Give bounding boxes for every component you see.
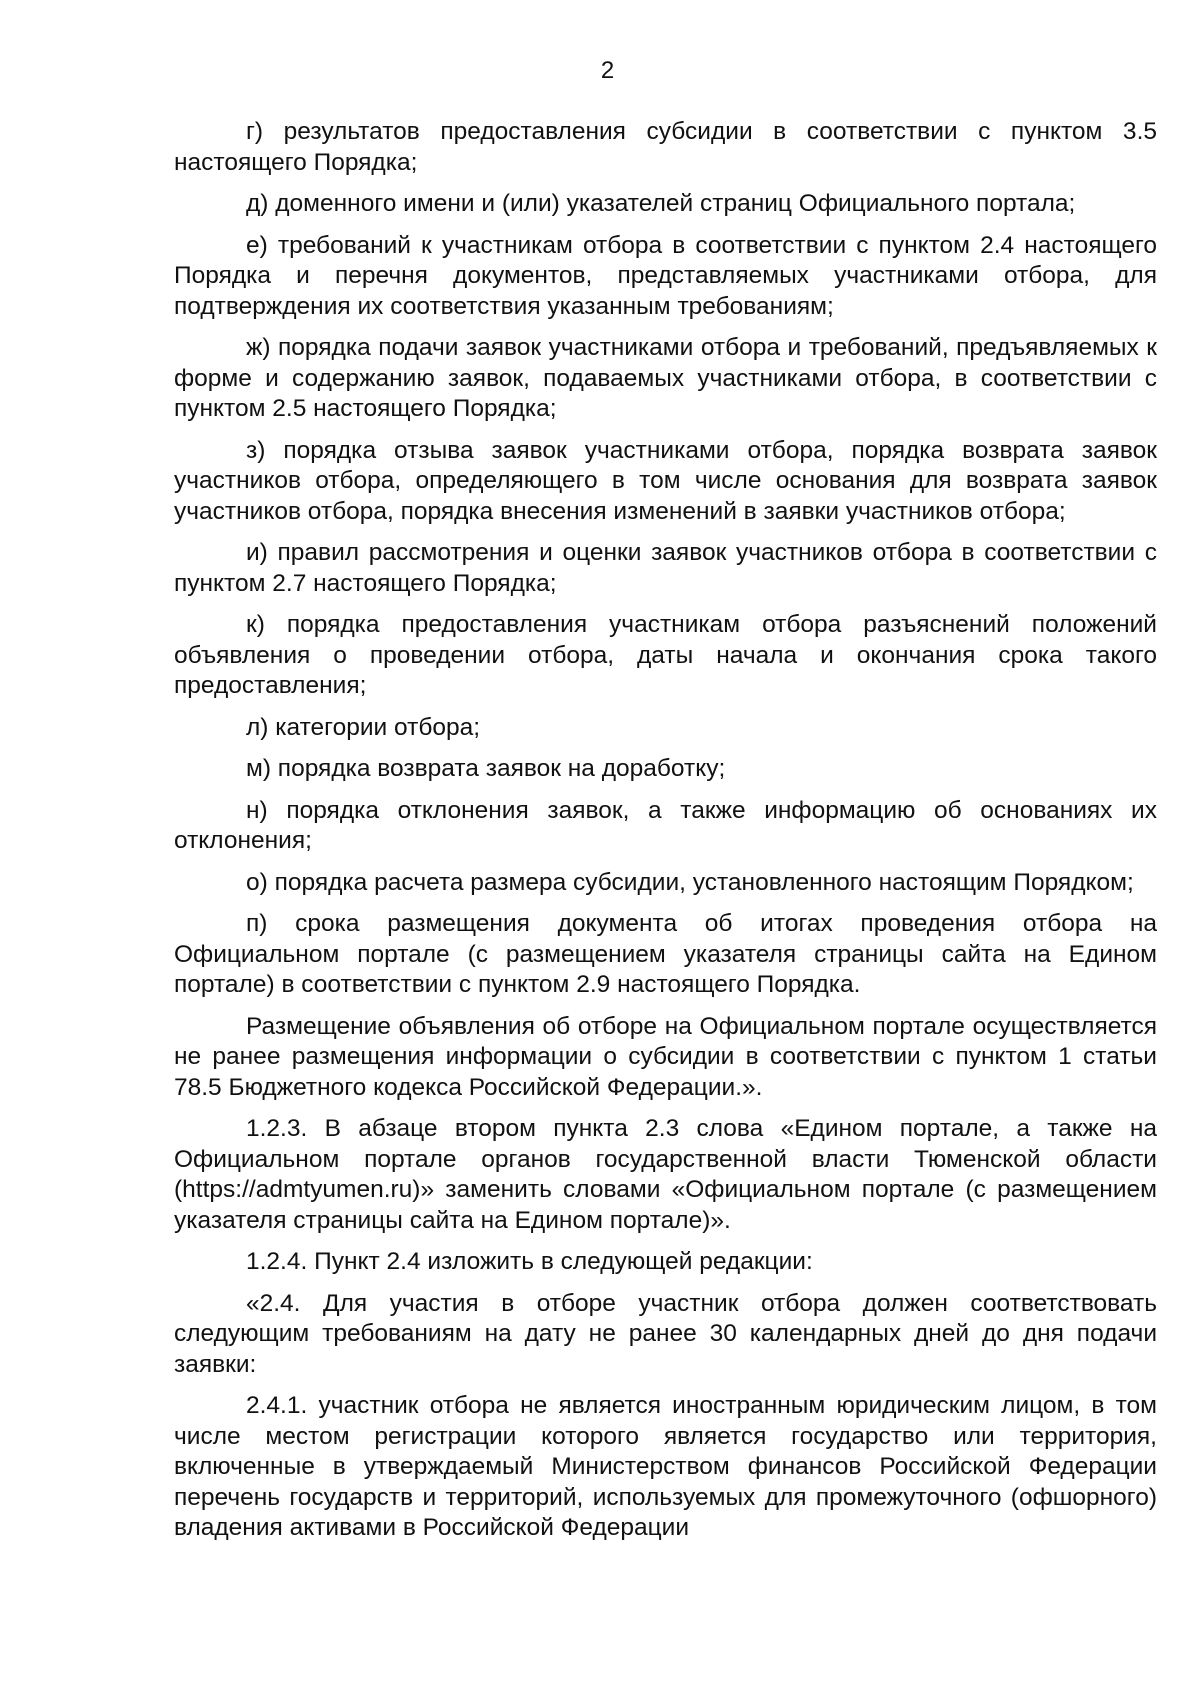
paragraph-n: н) порядка отклонения заявок, а также информацию об основаниях их отклонения; bbox=[174, 796, 1157, 854]
paragraph-2-4: «2.4. Для участия в отборе участник отбора должен соответствовать следующим требованиям на дату не ранее 30 календарных дней до дня подачи заявки: bbox=[174, 1289, 1157, 1378]
paragraph-zh: ж) порядка подачи заявок участниками отбора и требований, предъявляемых к форме и содержанию заявок, подаваемых участниками отбора, в соответствии с пунктом 2.5 настоящего Порядка; bbox=[174, 334, 1157, 422]
paragraph-g: г) результатов предоставления субсидии в соответствии с пунктом 3.5 настоящего Порядка; bbox=[174, 118, 1157, 176]
paragraph-placement: Размещение объявления об отборе на Официальном портале осуществляется не ранее размещения информации о субсидии в соответствии с пунктом 1 статьи 78.5 Бюджетного кодекса Российской Федерации.». bbox=[174, 1012, 1157, 1101]
paragraph-m: м) порядка возврата заявок на доработку; bbox=[246, 755, 726, 782]
paragraph-1-2-3: 1.2.3. В абзаце втором пункта 2.3 слова «Едином портале, а также на Официальном портале органов государственной власти Тюменской области (https://admtyumen.ru)» заменить словами «Официальном портале (с размещением указателя страницы сайта на Едином портале)». bbox=[174, 1115, 1157, 1234]
document-body bbox=[174, 117, 1157, 1555]
paragraph-l: л) категории отбора; bbox=[246, 713, 481, 741]
page-number: 2 bbox=[600, 57, 615, 84]
paragraph-p: п) срока размещения документа об итогах проведения отбора на Официальном портале (с размещением указателя страницы сайта на Едином портале) в соответствии с пунктом 2.9 настоящего Порядка. bbox=[174, 910, 1157, 998]
paragraph-i: и) правил рассмотрения и оценки заявок участников отбора в соответствии с пунктом 2.7 настоящего Порядка; bbox=[174, 539, 1157, 597]
paragraph-d: д) доменного имени и (или) указателей страниц Официального портала; bbox=[246, 190, 1076, 217]
paragraph-z: з) порядка отзыва заявок участниками отбора, порядка возврата заявок участников отбора, определяющего в том числе основания для возврата заявок участников отбора, порядка внесения изменений в заявки участников отбора; bbox=[174, 436, 1157, 525]
paragraph-o: о) порядка расчета размера субсидии, установленного настоящим Порядком; bbox=[246, 868, 1134, 896]
paragraph-1-2-4: 1.2.4. Пункт 2.4 изложить в следующей редакции: bbox=[246, 1248, 813, 1275]
paragraph-k: к) порядка предоставления участникам отбора разъяснений положений объявления о проведении отбора, даты начала и окончания срока такого предоставления; bbox=[174, 611, 1157, 699]
paragraph-e: е) требований к участникам отбора в соответствии с пунктом 2.4 настоящего Порядка и перечня документов, представляемых участниками отбора, для подтверждения их соответствия указанным требованиям; bbox=[174, 231, 1157, 320]
paragraph-2-4-1: 2.4.1. участник отбора не является иностранным юридическим лицом, в том числе местом регистрации которого является государство или территория, включенные в утверждаемый Министерством финансов Российской Федерации перечень государств и территорий, используемых для промежуточного (офшорного) владения активами в Российской Федерации bbox=[174, 1392, 1157, 1541]
